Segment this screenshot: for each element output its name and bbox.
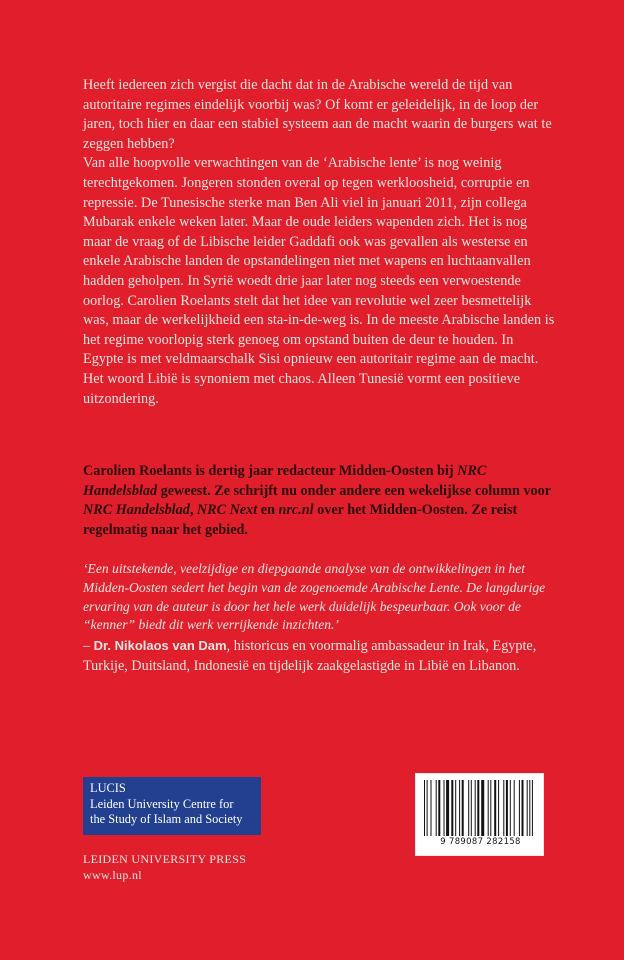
- endorsement-attribution: [83, 636, 557, 676]
- barcode-digits: 9 789087 282158: [440, 836, 521, 846]
- barcode-bar: [462, 780, 464, 836]
- barcode-bar: [490, 780, 491, 836]
- lucis-logo: [83, 777, 261, 835]
- lucis-title: LUCIS: [90, 781, 126, 795]
- barcode-bar: [431, 780, 432, 836]
- bio-publication: NRC Handelsblad: [83, 463, 487, 499]
- back-cover-blurb: [83, 76, 557, 409]
- bio-publication: NRC Handelsblad: [83, 502, 190, 519]
- bio-text: en: [257, 502, 279, 519]
- author-bio: [83, 462, 557, 540]
- barcode-bar: [514, 780, 515, 836]
- barcode-bar: [477, 780, 479, 836]
- blurb-intro: Heeft iedereen zich vergist die dacht dat in de Arabische wereld de tijd van autoritaire regimes eindelijk voorbij was? Of komt er geleidelijk, in de loop der jaren, toch hier en daar een stabiel systeem aan de macht waarin de burgers wat te zeggen hebben?: [83, 77, 552, 152]
- barcode-bar: [436, 780, 437, 836]
- barcode-bar: [529, 780, 530, 836]
- bio-publication: NRC Next: [196, 502, 258, 519]
- barcode-bar: [427, 780, 428, 836]
- endorser-role: , historicus en voormalig ambassadeur in Irak, Egypte, Turkije, Duitsland, Indonesië en tijdelijk zaakgelastigde in Libië en Libanon.: [83, 638, 537, 674]
- isbn-barcode: [415, 773, 544, 856]
- barcode-bar: [468, 780, 469, 836]
- barcode-bar: [503, 780, 504, 836]
- barcode-bar: [488, 780, 489, 836]
- publisher-url: www.lup.nl: [83, 868, 142, 882]
- barcode-bar: [510, 780, 511, 836]
- endorsement-quote: ‘Een uitstekende, veelzijdige en diepgaande analyse van de ontwikkelingen in het Midden-Oosten sedert het begin van de zogenoemde Arabische Lente. De langdurige ervaring van de auteur is door het hele werk duidelijk bespeurbaar. Ook voor de “kenner” biedt dit werk verrijkende inzichten.’: [83, 561, 546, 633]
- barcode-bar: [522, 780, 524, 836]
- barcode-bar: [532, 780, 533, 836]
- attribution-dash: –: [83, 638, 94, 654]
- barcode-bars: [424, 780, 537, 836]
- lucis-line-1: Leiden University Centre for: [90, 796, 234, 811]
- blurb-body: Van alle hoopvolle verwachtingen van de ‘Arabische lente’ is nog weinig terechtgekomen. Jongeren stonden overal op tegen werkloosheid, corruptie en repressie. De Tunesische sterke man Ben Ali viel in januari 2011, zijn collega Mubarak enkele weken later. Maar de oude leiders wapenden zich. Het is nog maar de vraag of de Libische leider Gaddafi ook was gevallen als westerse en enkele Arabische landen de opstandelingen niet met wapens en luchtaanvallen hadden geholpen. In Syrië woedt drie jaar later nog steeds een verwoestende oorlog. Carolien Roelants stelt dat het idee van revolutie wel zeer besmettelijk was, maar de werkelijkheid een sta-in-de-weg is. In de meeste Arabische landen is het regime voorlopig sterk genoeg om opstand buiten de deur te houden. In Egypte is met veldmaarschalk Sisi opnieuw een autoritair regime aan de macht. Het woord Libië is synoniem met chaos. Alleen Tunesië vormt een positieve uitzondering.: [83, 155, 555, 407]
- bio-text: ,: [189, 502, 197, 519]
- barcode-bar: [451, 780, 453, 836]
- barcode-bar: [455, 780, 456, 836]
- bio-text: Carolien Roelants is dertig jaar redacteur Midden-Oosten bij: [83, 463, 458, 479]
- barcode-bar: [494, 780, 496, 836]
- barcode-bar: [481, 780, 484, 836]
- barcode-bar: [527, 780, 528, 836]
- barcode-bar: [438, 780, 440, 836]
- barcode-bar: [471, 780, 472, 836]
- bio-publication: nrc.nl: [278, 502, 314, 519]
- barcode-bar: [444, 780, 445, 836]
- publisher-block: [83, 851, 246, 883]
- barcode-bar: [519, 780, 520, 836]
- barcode-bar: [475, 780, 476, 836]
- endorser-name: Dr. Nikolaos van Dam: [93, 638, 227, 653]
- bio-text: over het Midden-Oosten. Ze reist regelmatig naar het gebied.: [83, 502, 518, 538]
- publisher-name: LEIDEN UNIVERSITY PRESS: [83, 852, 247, 866]
- barcode-bar: [424, 780, 425, 836]
- barcode-bar: [446, 780, 449, 836]
- barcode-bar: [498, 780, 499, 836]
- barcode-bar: [459, 780, 460, 836]
- lucis-line-2: the Study of Islam and Society: [90, 812, 243, 826]
- barcode-bar: [506, 780, 508, 836]
- bio-text: geweest. Ze schrijft nu onder andere een wekelijkse column voor: [157, 482, 551, 499]
